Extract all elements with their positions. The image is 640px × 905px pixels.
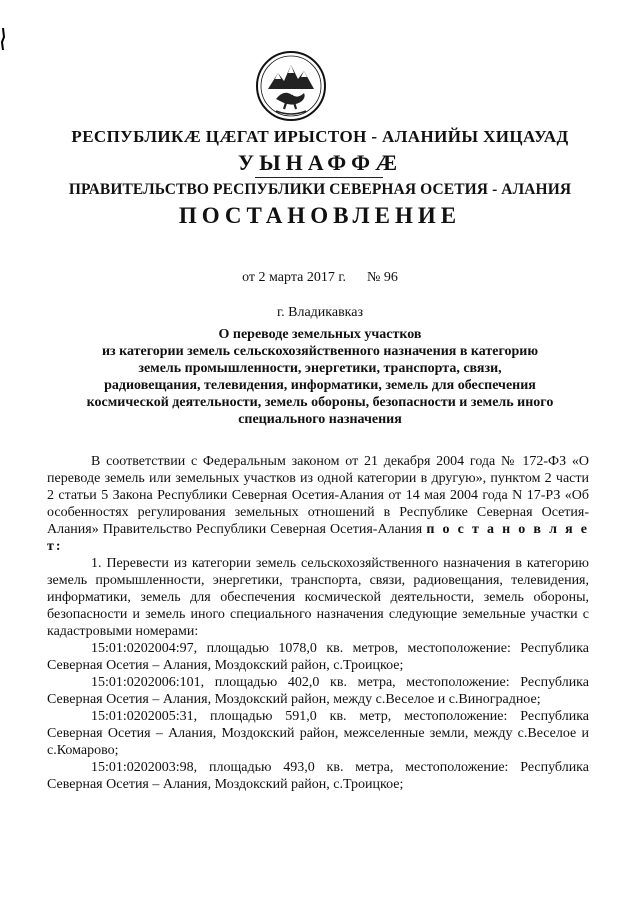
document-body	[47, 453, 589, 793]
date-prefix: от	[242, 270, 256, 285]
title-line: космической деятельности, земель обороны, безопасности и земель иного	[86, 395, 554, 410]
resolves-word: п о с т а н о в л я е т	[47, 522, 589, 554]
header-divider	[255, 177, 383, 178]
date-line	[0, 270, 640, 286]
document-title	[0, 326, 640, 428]
ossetian-document-type: УЫНАФФӔ	[237, 150, 403, 175]
parcel-entry: 15:01:0202003:98, площадью 493,0 кв. метра, местоположение: Республика Северная Осетия – Алания, Моздокский район, с.Троицкое;	[47, 760, 589, 792]
title-line: земель промышленности, энергетики, транспорта, связи,	[138, 361, 502, 376]
government-heading: ПРАВИТЕЛЬСТВО РЕСПУБЛИКИ СЕВЕРНАЯ ОСЕТИЯ - АЛАНИЯ	[68, 181, 572, 198]
ossetian-republic-heading: РЕСПУБЛИКӔ ЦӔГАТ ИРЫСТОН - АЛАНИЙЫ ХИЦАУАД	[71, 127, 569, 146]
parcel-entry: 15:01:0202004:97, площадью 1078,0 кв. метров, местоположение: Республика Северная Осетия – Алания, Моздокский район, с.Троицкое;	[47, 641, 589, 673]
resolves-colon: :	[55, 539, 61, 554]
item-1-paragraph: 1. Перевести из категории земель сельскохозяйственного назначения в категорию земель промышленности, энергетики, транспорта, связи, радиовещания, телевидения, информатики, земель для обеспечения космической деятельности, земель обороны, безопасности и земель иного специального назначения следующие земельные участки с кадастровыми номерами:	[47, 556, 589, 639]
preamble-paragraph	[47, 453, 589, 555]
title-line: специального назначения	[238, 412, 402, 427]
number-sign: №	[367, 270, 381, 285]
parcel-entry: 15:01:0202005:31, площадью 591,0 кв. метр, местоположение: Республика Северная Осетия – Алания, Моздокский район, межселенные земли, между с.Веселое и с.Комарово;	[47, 709, 589, 758]
title-line: из категории земель сельскохозяйственного назначения в категорию	[101, 344, 539, 359]
title-line: О переводе земельных участков	[218, 327, 422, 342]
document-date: 2 марта 2017 г.	[258, 270, 347, 285]
document-number: 96	[383, 270, 398, 285]
parcel-entry: 15:01:0202006:101, площадью 402,0 кв. метра, местоположение: Республика Северная Осетия – Алания, Моздокский район, между с.Веселое и с.Виноградное;	[47, 675, 589, 707]
margin-mark	[0, 28, 6, 50]
title-line: радиовещания, телевидения, информатики, земель для обеспечения	[104, 378, 536, 393]
preamble-text: В соответствии с Федеральным законом от 21 декабря 2004 года № 172-ФЗ «О переводе земель или земельных участков из одной категории в другую», пунктом 2 части 2 статьи 5 Закона Республики Северная Осетия-Алания от 14 мая 2004 года N 17-РЗ «Об особенностях регулирования земельных отношений в Республике Северная Осетия-Алания» Правительство Республики Северная Осетия-Алания	[47, 454, 589, 537]
issue-city: г. Владикавказ	[276, 305, 364, 320]
document-type-heading: ПОСТАНОВЛЕНИЕ	[178, 203, 462, 228]
coat-of-arms-icon	[254, 49, 328, 123]
